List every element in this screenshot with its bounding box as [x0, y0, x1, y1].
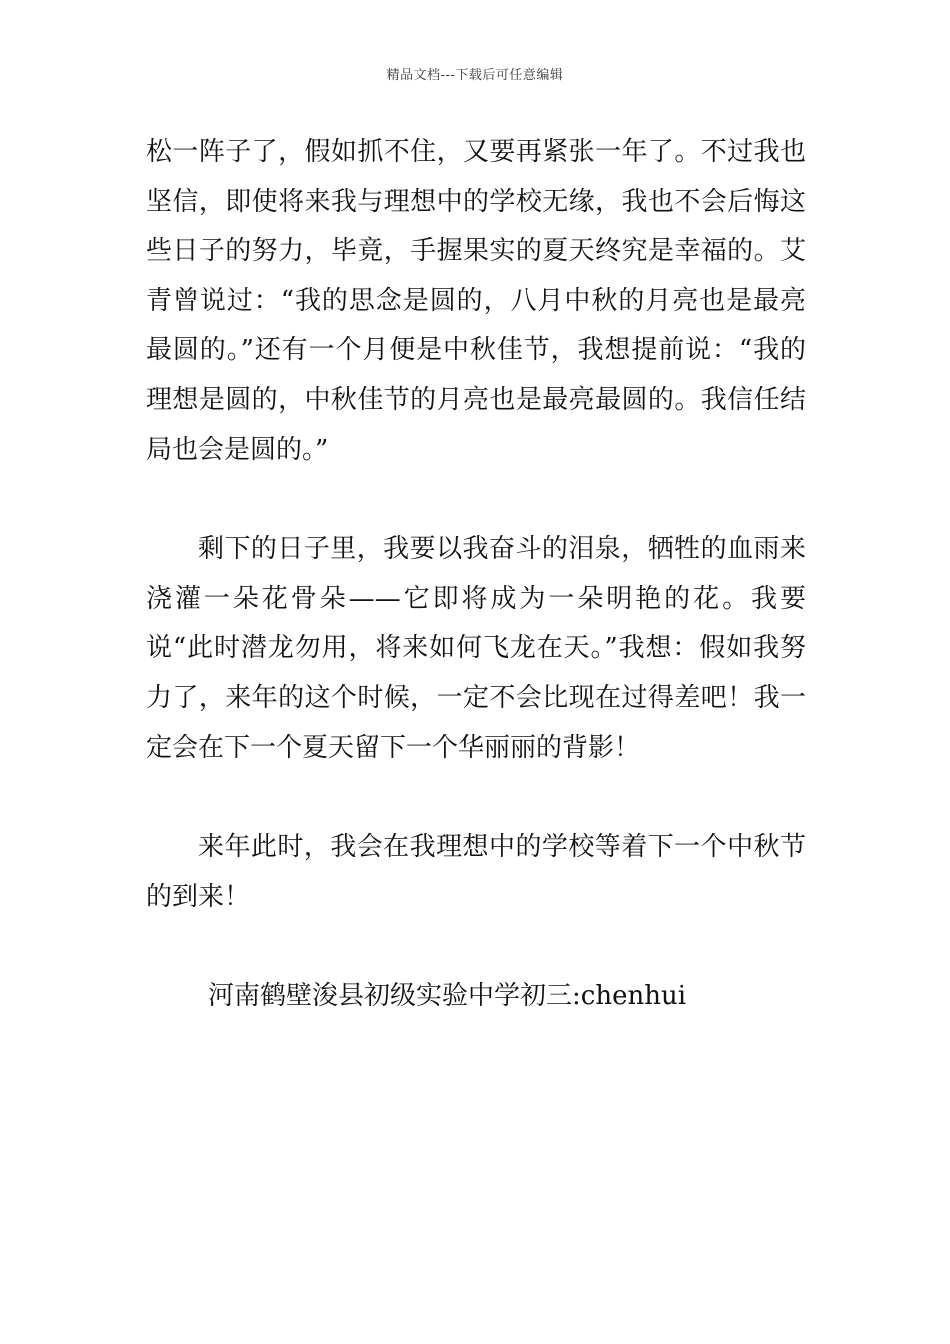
author-signature: 河南鹤壁浚县初级实验中学初三:chenhui	[208, 981, 687, 1012]
paragraph-spacer	[146, 475, 806, 525]
page-header: 精品文档---下载后可任意编辑	[386, 68, 564, 83]
paragraph-1: 松一阵子了，假如抓不住，又要再紧张一年了。不过我也坚信，即使将来我与理想中的学校无缘，我也不会后悔这些日子的努力，毕竟，手握果实的夏天终究是幸福的。艾青曾说过：“我的思念是圆的，八月中秋的月亮也是最亮最圆的。”还有一个月便是中秋佳节，我想提前说：“我的理想是圆的，中秋佳节的月亮也是最亮最圆的。我信任结局也会是圆的。”	[146, 137, 806, 465]
paragraph-2: 剩下的日子里，我要以我奋斗的泪泉，牺牲的血雨来浇灌一朵花骨朵——它即将成为一朵明艳的花。我要说“此时潜龙勿用，将来如何飞龙在天。”我想：假如我努力了，来年的这个时候，一定不会比现在过得差吧！我一定会在下一个夏天留下一个华丽丽的背影！	[146, 534, 806, 763]
document-body	[146, 128, 806, 1022]
paragraph-3: 来年此时，我会在我理想中的学校等着下一个中秋节的到来！	[146, 832, 806, 912]
paragraph-spacer	[146, 922, 806, 972]
paragraph-spacer	[146, 773, 806, 823]
